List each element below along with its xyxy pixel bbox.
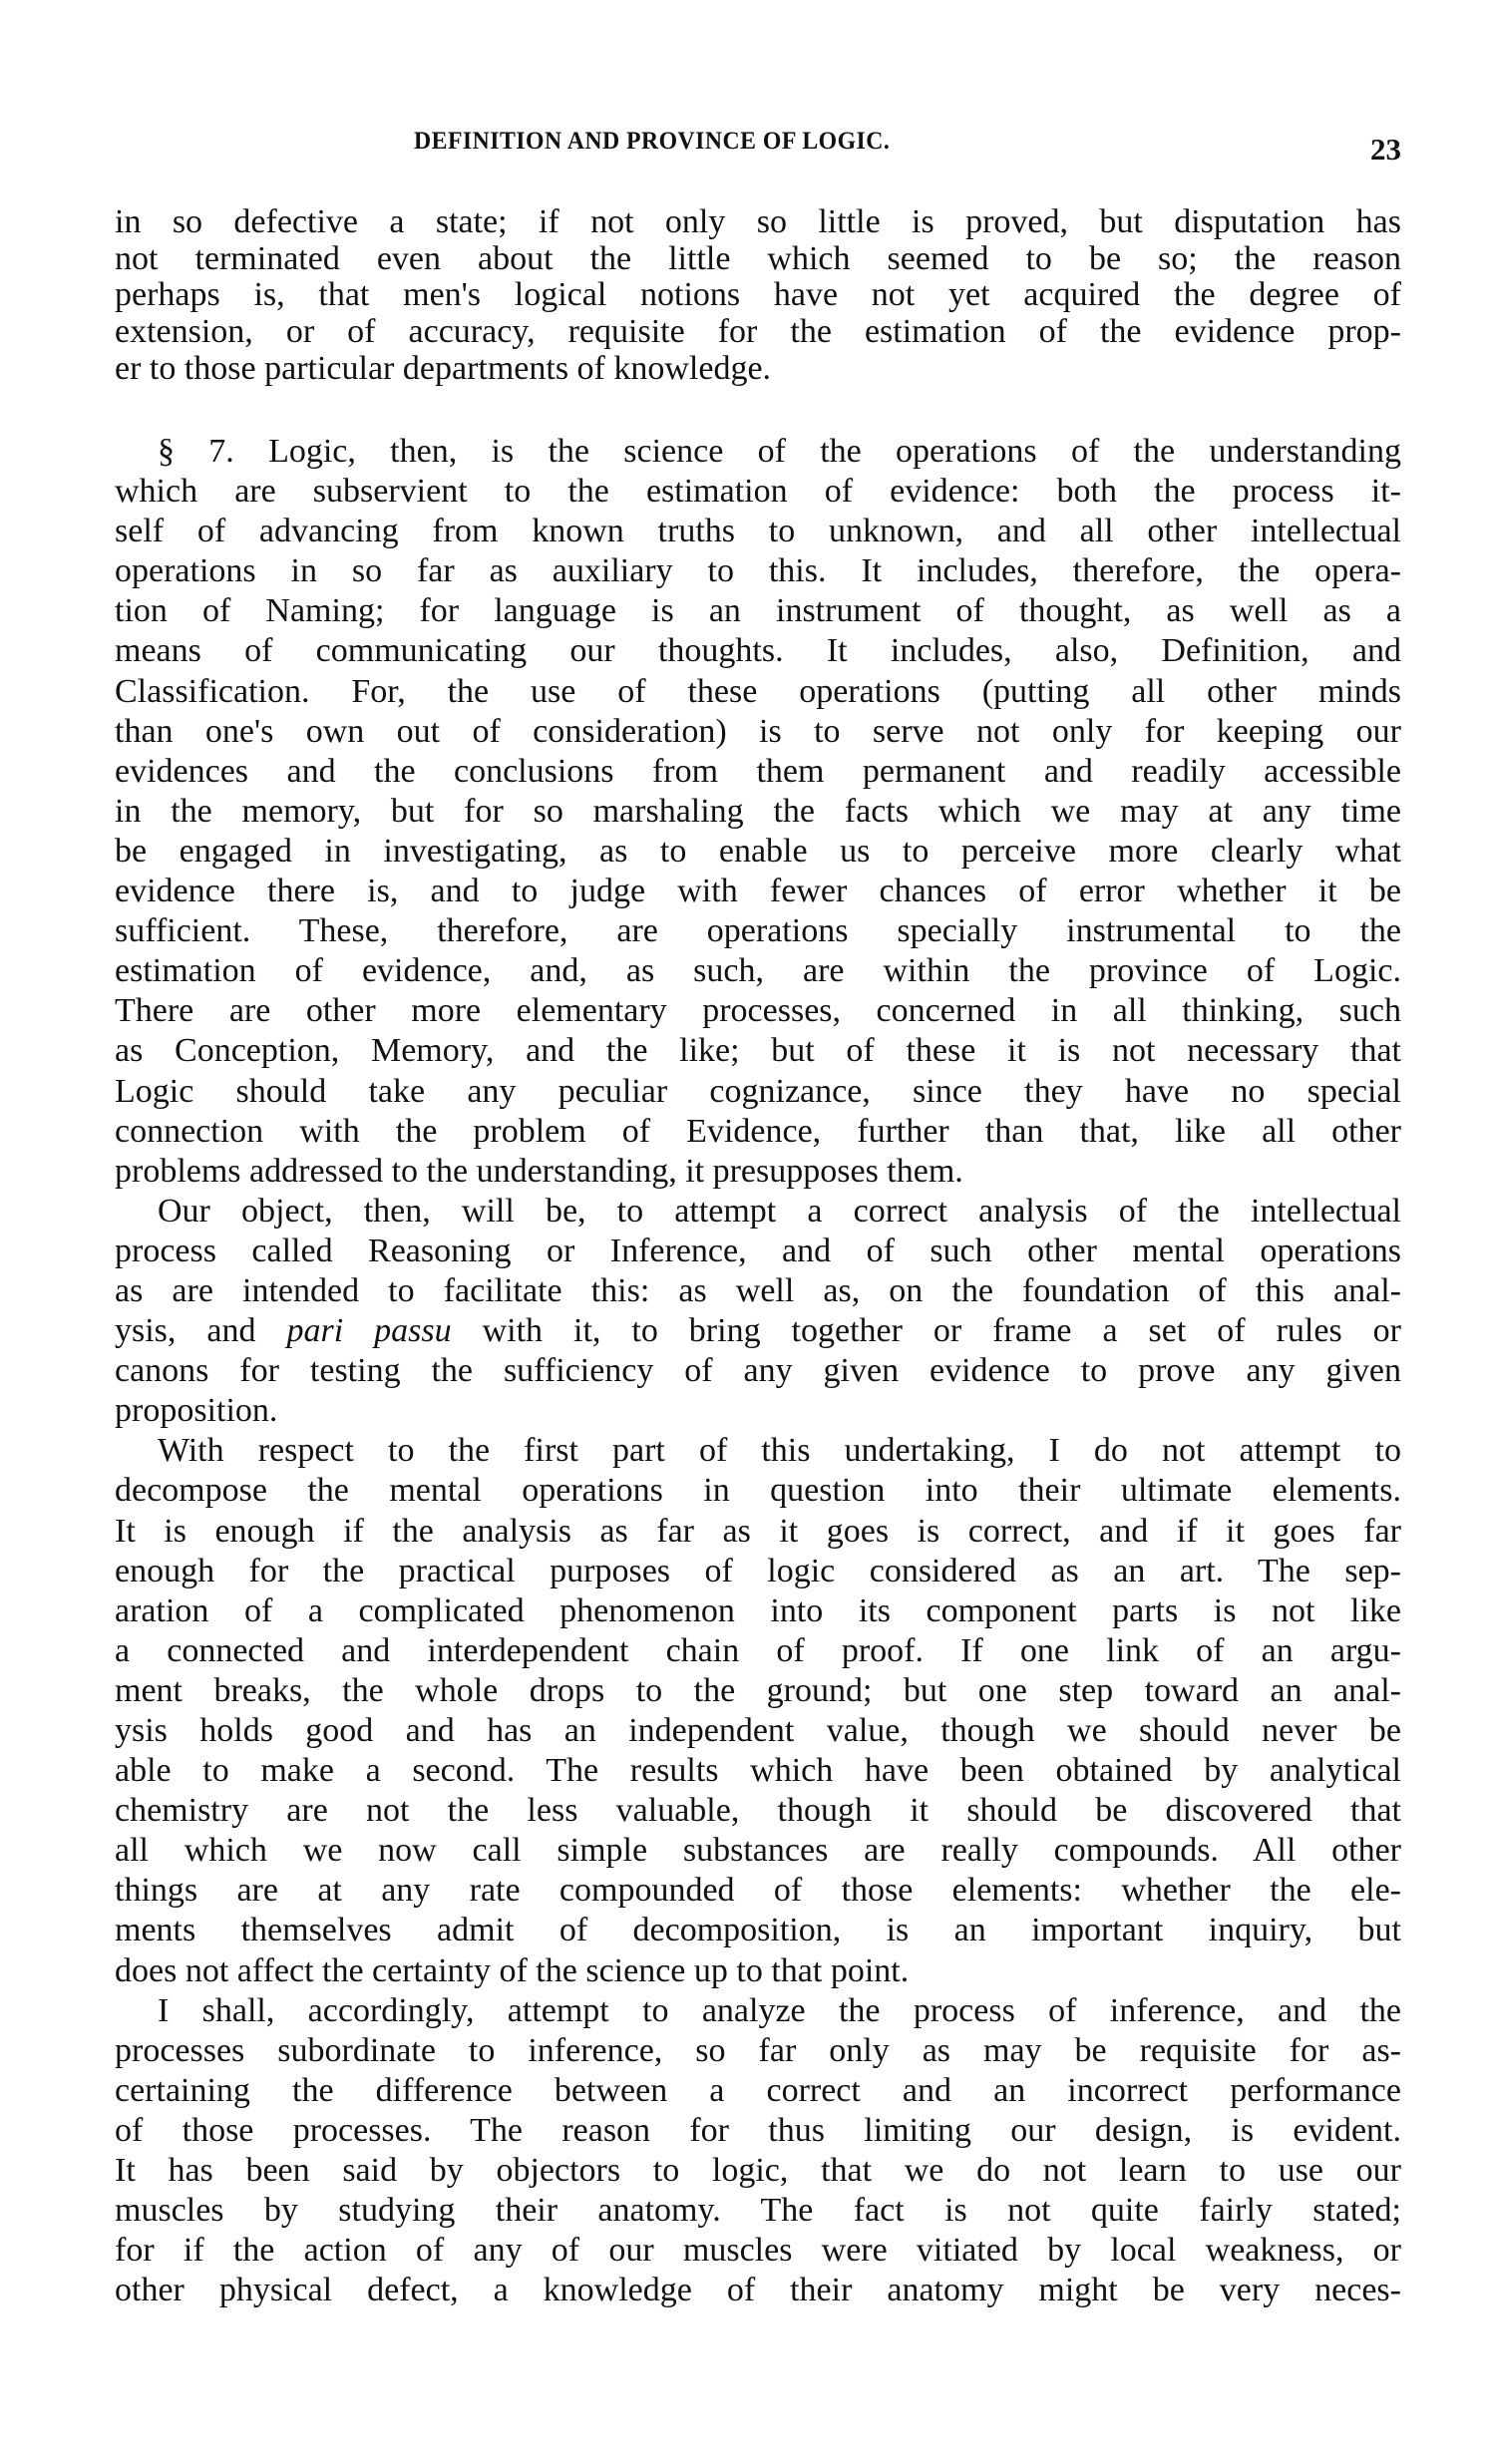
text-line: self of advancing from known truths to unknown, and all other intellectual <box>115 513 1401 550</box>
paragraph-our-object <box>115 1192 1401 1432</box>
text-line: means of communicating our thoughts. It includes, also, Definition, and <box>115 632 1401 670</box>
text-line: as Conception, Memory, and the like; but of these it is not necessary that <box>115 1032 1401 1070</box>
text-line: estimation of evidence, and, as such, are within the province of Logic. <box>115 952 1401 990</box>
text-line: operations in so far as auxiliary to this. It includes, therefore, the opera- <box>115 552 1401 590</box>
text-line: Our object, then, will be, to attempt a correct analysis of the intellectual <box>158 1192 1401 1230</box>
page-header <box>115 128 1401 168</box>
text-line: canons for testing the sufficiency of any given evidence to prove any given <box>115 1352 1401 1390</box>
text-line: which are subservient to the estimation of evidence: both the process it- <box>115 473 1401 511</box>
text-line: perhaps is, that men's logical notions have not yet acquired the degree of <box>115 276 1401 314</box>
text-line: of those processes. The reason for thus limiting our design, is evident. <box>115 2111 1401 2149</box>
text-line: decompose the mental operations in question into their ultimate elements. <box>115 1472 1401 1510</box>
text-line: sufficient. These, therefore, are operations specially instrumental to the <box>115 912 1401 950</box>
text-line: chemistry are not the less valuable, though it should be discovered that <box>115 1792 1401 1830</box>
text-line: does not affect the certainty of the science up to that point. <box>115 1951 910 1989</box>
paragraph-section-7 <box>115 432 1401 1192</box>
italic-phrase: pari passu <box>286 1312 452 1350</box>
paragraph-continued <box>115 204 1401 387</box>
text-line: other physical defect, a knowledge of their anatomy might be very neces- <box>115 2272 1401 2309</box>
text-fragment: with it, to bring together or frame a set of rules or <box>451 1312 1402 1350</box>
text-line: Logic should take any peculiar cognizance, since they have no special <box>115 1072 1401 1110</box>
main-text <box>115 432 1401 2310</box>
text-line: evidence there is, and to judge with fewer chances of error whether it be <box>115 873 1401 910</box>
text-line: tion of Naming; for language is an instrument of thought, as well as a <box>115 592 1401 630</box>
text-line: aration of a complicated phenomenon into its component parts is not like <box>115 1591 1401 1629</box>
text-line: evidences and the conclusions from them permanent and readily accessible <box>115 752 1401 790</box>
text-line: ment breaks, the whole drops to the ground; but one step toward an anal- <box>115 1671 1401 1709</box>
text-line: for if the action of any of our muscles were vitiated by local weakness, or <box>115 2232 1401 2270</box>
paragraph-with-respect <box>115 1431 1401 1990</box>
text-line: § 7. Logic, then, is the science of the operations of the understanding <box>158 433 1401 470</box>
text-line: than one's own out of consideration) is to serve not only for keeping our <box>115 712 1401 750</box>
text-line: certaining the difference between a correct and an incorrect performance <box>115 2071 1401 2109</box>
text-line: all which we now call simple substances are really compounds. All other <box>115 1832 1401 1870</box>
paragraph-i-shall <box>115 1991 1401 2311</box>
text-line: It has been said by objectors to logic, that we do not learn to use our <box>115 2152 1401 2190</box>
text-line: It is enough if the analysis as far as it goes is correct, and if it goes far <box>115 1512 1401 1550</box>
text-line: in so defective a state; if not only so little is proved, but disputation has <box>115 203 1401 240</box>
text-line: enough for the practical purposes of logic considered as an art. The sep- <box>115 1552 1401 1589</box>
text-line: proposition. <box>115 1392 278 1430</box>
text-line: extension, or of accuracy, requisite for the estimation of the evidence prop- <box>115 313 1401 351</box>
text-line: problems addressed to the understanding, it presupposes them. <box>115 1152 963 1190</box>
text-line: be engaged in investigating, as to enable us to perceive more clearly what <box>115 832 1401 870</box>
text-line: as are intended to facilitate this: as well as, on the foundation of this anal- <box>115 1271 1401 1309</box>
text-line: There are other more elementary processes, concerned in all thinking, such <box>115 992 1401 1030</box>
text-line: With respect to the first part of this undertaking, I do not attempt to <box>158 1432 1401 1470</box>
text-line: things are at any rate compounded of those elements: whether the ele- <box>115 1872 1401 1910</box>
text-line: er to those particular departments of knowledge. <box>115 349 772 387</box>
running-head: DEFINITION AND PROVINCE OF LOGIC. <box>414 128 891 155</box>
text-line: I shall, accordingly, attempt to analyze the process of inference, and the <box>158 1991 1401 2029</box>
text-line-with-italic <box>115 1311 1401 1351</box>
text-line: not terminated even about the little which seemed to be so; the reason <box>115 239 1401 277</box>
text-line: processes subordinate to inference, so far only as may be requisite for as- <box>115 2031 1401 2069</box>
text-line: in the memory, but for so marshaling the facts which we may at any time <box>115 792 1401 830</box>
text-line: process called Reasoning or Inference, and of such other mental operations <box>115 1232 1401 1269</box>
text-line: able to make a second. The results which have been obtained by analytical <box>115 1752 1401 1790</box>
text-line: ments themselves admit of decomposition, is an important inquiry, but <box>115 1912 1401 1949</box>
text-line: Classification. For, the use of these operations (putting all other minds <box>115 672 1401 710</box>
text-line: a connected and interdependent chain of proof. If one link of an argu- <box>115 1631 1401 1669</box>
text-line: connection with the problem of Evidence, further than that, like all other <box>115 1112 1401 1150</box>
page-number: 23 <box>1370 132 1401 167</box>
text-line: muscles by studying their anatomy. The fact is not quite fairly stated; <box>115 2192 1401 2230</box>
text-line: ysis holds good and has an independent value, though we should never be <box>115 1712 1401 1749</box>
text-fragment: ysis, and <box>115 1312 287 1350</box>
